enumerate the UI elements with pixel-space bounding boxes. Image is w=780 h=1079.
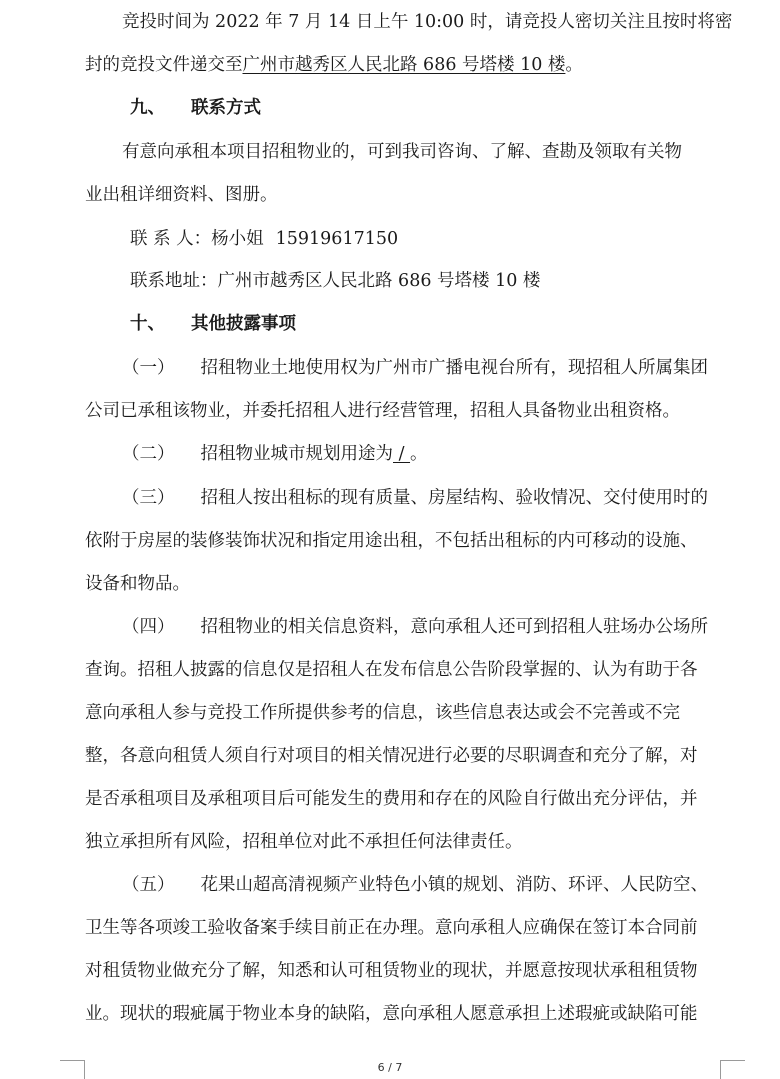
item-4-line-3: 意向承租人参与竞投工作所提供参考的信息，该些信息表达或会不完善或不完: [85, 703, 680, 723]
contact-phone: 15919617150: [275, 229, 399, 249]
submission-address: 广州市越秀区人民北路 686 号塔楼 10 楼: [242, 55, 566, 75]
contact-name: 杨小姐: [211, 229, 264, 249]
item-5-line-3: 对租赁物业做充分了解，知悉和认可租赁物业的现状，并愿意按现状承租租赁物: [85, 961, 698, 981]
section-9-para-line-2: 业出租详细资料、图册。: [85, 185, 278, 205]
item-3-line-3: 设备和物品。: [85, 574, 190, 594]
section-10-heading: 十、 其他披露事项: [130, 314, 296, 334]
item-1-line-2: 公司已承租该物业，并委托招租人进行经营管理，招租人具备物业出租资格。: [85, 401, 680, 421]
item-4-line-1: （四） 招租物业的相关信息资料，意向承租人还可到招租人驻场办公场所: [122, 617, 708, 637]
item-1-line-1: （一） 招租物业土地使用权为广州市广播电视台所有，现招租人所属集团: [122, 358, 708, 378]
item-4-line-6: 独立承担所有风险，招租单位对此不承担任何法律责任。: [85, 832, 523, 852]
section-10-title: 其他披露事项: [191, 314, 296, 334]
item-5-line-2: 卫生等各项竣工验收备案手续目前正在办理。意向承租人应确保在签订本合同前: [85, 918, 698, 938]
page-number: 6 / 7: [377, 1061, 403, 1074]
planning-use-value: /: [393, 444, 411, 464]
item-2-line-1: （二） 招租物业城市规划用途为 / 。: [122, 444, 428, 464]
bid-time-line-1: 竞投时间为 2022 年 7 月 14 日上午 10:00 时，请竞投人密切关注且按时将密: [122, 12, 733, 32]
contact-address: 广州市越秀区人民北路 686 号塔楼 10 楼: [217, 271, 541, 291]
contact-address-line: 联系地址：广州市越秀区人民北路 686 号塔楼 10 楼: [130, 271, 541, 291]
bid-time-line-2: 封的竞投文件递交至广州市越秀区人民北路 686 号塔楼 10 楼。: [85, 55, 583, 75]
item-4-line-5: 是否承租项目及承租项目后可能发生的费用和存在的风险自行做出充分评估，并: [85, 789, 698, 809]
item-4-line-2: 查询。招租人披露的信息仅是招租人在发布信息公告阶段掌握的、认为有助于各: [85, 660, 698, 680]
item-3-line-1: （三） 招租人按出租标的现有质量、房屋结构、验收情况、交付使用时的: [122, 488, 708, 508]
section-9-para-line-1: 有意向承租本项目招租物业的，可到我司咨询、了解、查勘及领取有关物: [122, 142, 682, 162]
item-4-line-4: 整，各意向租赁人须自行对项目的相关情况进行必要的尽职调查和充分了解，对: [85, 746, 698, 766]
item-5-line-4: 业。现状的瑕疵属于物业本身的缺陷，意向承租人愿意承担上述瑕疵或缺陷可能: [85, 1004, 698, 1024]
section-9-title: 联系方式: [191, 98, 261, 118]
contact-person-line: 联 系 人：杨小姐 15919617150: [130, 229, 399, 249]
item-5-line-1: （五） 花果山超高清视频产业特色小镇的规划、消防、环评、人民防空、: [122, 875, 708, 895]
section-9-heading: 九、 联系方式: [130, 98, 261, 118]
item-3-line-2: 依附于房屋的装修装饰状况和指定用途出租，不包括出租标的内可移动的设施、: [85, 531, 698, 551]
